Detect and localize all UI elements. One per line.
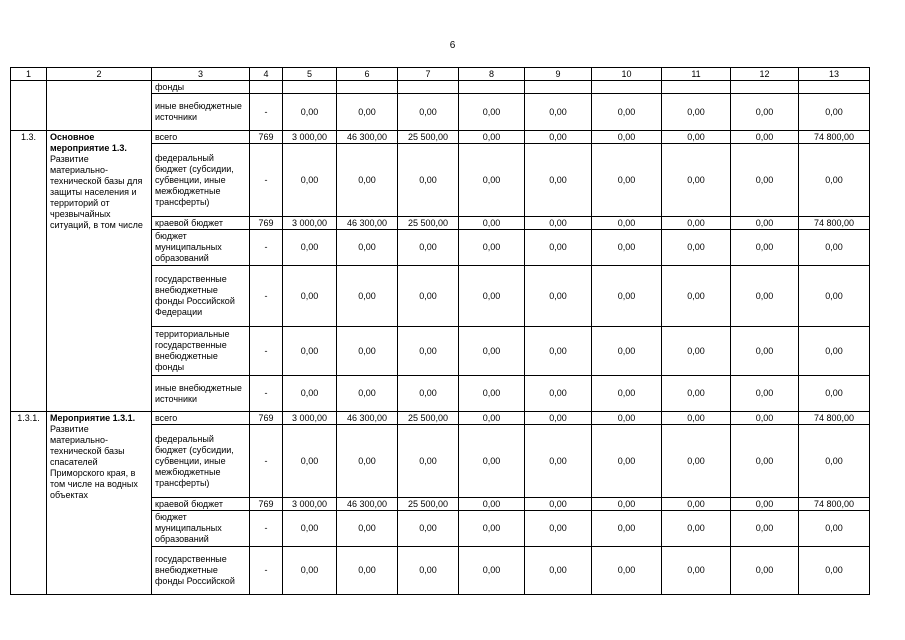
value-cell: 0,00 bbox=[592, 217, 662, 230]
measure-label: Основное мероприятие 1.3. bbox=[50, 132, 127, 153]
funding-source-cell: краевой бюджет bbox=[152, 217, 250, 230]
value-cell: 0,00 bbox=[525, 511, 592, 547]
value-cell: 3 000,00 bbox=[283, 217, 337, 230]
value-cell: 0,00 bbox=[662, 425, 731, 498]
column-header: 3 bbox=[152, 68, 250, 81]
value-cell: 0,00 bbox=[592, 498, 662, 511]
value-cell: 0,00 bbox=[459, 511, 525, 547]
value-cell: 0,00 bbox=[525, 144, 592, 217]
funding-source-cell: всего bbox=[152, 131, 250, 144]
measure-name-cell bbox=[47, 412, 152, 595]
value-cell: 0,00 bbox=[459, 376, 525, 412]
value-cell: 0,00 bbox=[799, 266, 870, 327]
value-cell: 0,00 bbox=[525, 94, 592, 131]
value-cell: 0,00 bbox=[337, 144, 398, 217]
value-cell: 0,00 bbox=[283, 511, 337, 547]
value-cell: - bbox=[250, 327, 283, 376]
empty-name-cell bbox=[47, 81, 152, 131]
value-cell: 0,00 bbox=[525, 547, 592, 595]
value-cell: - bbox=[250, 230, 283, 266]
value-cell: 0,00 bbox=[525, 230, 592, 266]
value-cell: 46 300,00 bbox=[337, 217, 398, 230]
column-header: 8 bbox=[459, 68, 525, 81]
value-cell: 25 500,00 bbox=[398, 131, 459, 144]
value-cell: 0,00 bbox=[592, 327, 662, 376]
value-cell: 0,00 bbox=[283, 230, 337, 266]
value-cell: 0,00 bbox=[398, 425, 459, 498]
value-cell: 0,00 bbox=[592, 266, 662, 327]
value-cell: 0,00 bbox=[662, 511, 731, 547]
value-cell: 769 bbox=[250, 412, 283, 425]
value-cell: 0,00 bbox=[731, 230, 799, 266]
value-cell bbox=[525, 81, 592, 94]
value-cell: - bbox=[250, 425, 283, 498]
funding-source-cell: всего bbox=[152, 412, 250, 425]
funding-source-cell: государственные внебюджетные фонды Российской Федерации bbox=[152, 266, 250, 327]
column-header: 7 bbox=[398, 68, 459, 81]
value-cell: 0,00 bbox=[283, 144, 337, 217]
value-cell: 0,00 bbox=[459, 131, 525, 144]
funding-source-cell: федеральный бюджет (субсидии, субвенции, иные межбюджетные трансферты) bbox=[152, 144, 250, 217]
funding-source-cell: государственные внебюджетные фонды Российской bbox=[152, 547, 250, 595]
value-cell: 0,00 bbox=[525, 266, 592, 327]
value-cell: 0,00 bbox=[662, 327, 731, 376]
value-cell: 0,00 bbox=[731, 266, 799, 327]
value-cell: 0,00 bbox=[592, 376, 662, 412]
value-cell: 0,00 bbox=[662, 412, 731, 425]
value-cell: 0,00 bbox=[283, 425, 337, 498]
column-header: 12 bbox=[731, 68, 799, 81]
value-cell: 46 300,00 bbox=[337, 131, 398, 144]
column-header: 13 bbox=[799, 68, 870, 81]
value-cell: - bbox=[250, 376, 283, 412]
value-cell: 0,00 bbox=[337, 511, 398, 547]
value-cell: 0,00 bbox=[662, 498, 731, 511]
value-cell: 0,00 bbox=[592, 131, 662, 144]
value-cell: 0,00 bbox=[283, 376, 337, 412]
value-cell: 0,00 bbox=[525, 327, 592, 376]
value-cell: 0,00 bbox=[799, 94, 870, 131]
value-cell bbox=[283, 81, 337, 94]
value-cell: 0,00 bbox=[459, 498, 525, 511]
value-cell: 0,00 bbox=[731, 217, 799, 230]
value-cell: 0,00 bbox=[731, 511, 799, 547]
value-cell: 0,00 bbox=[799, 327, 870, 376]
value-cell: 0,00 bbox=[592, 425, 662, 498]
funding-source-cell: иные внебюджетные источники bbox=[152, 94, 250, 131]
value-cell: 0,00 bbox=[592, 547, 662, 595]
value-cell: 25 500,00 bbox=[398, 498, 459, 511]
measure-label: Мероприятие 1.3.1. bbox=[50, 413, 136, 423]
table-body bbox=[11, 68, 870, 595]
measure-description: Развитие материально-технической базы спасателей Приморского края, в том числе на водных объектах bbox=[50, 424, 138, 500]
value-cell: 0,00 bbox=[337, 94, 398, 131]
value-cell: 0,00 bbox=[398, 266, 459, 327]
value-cell: 0,00 bbox=[398, 144, 459, 217]
value-cell: 0,00 bbox=[337, 327, 398, 376]
value-cell: 0,00 bbox=[592, 230, 662, 266]
value-cell: 769 bbox=[250, 217, 283, 230]
measure-number-cell: 1.3.1. bbox=[11, 412, 47, 595]
column-header: 10 bbox=[592, 68, 662, 81]
funding-source-cell: федеральный бюджет (субсидии, субвенции, иные межбюджетные трансферты) bbox=[152, 425, 250, 498]
funding-source-cell: иные внебюджетные источники bbox=[152, 376, 250, 412]
value-cell bbox=[592, 81, 662, 94]
value-cell: 0,00 bbox=[799, 144, 870, 217]
value-cell: 25 500,00 bbox=[398, 412, 459, 425]
value-cell: 0,00 bbox=[731, 412, 799, 425]
budget-table bbox=[10, 67, 870, 595]
value-cell: 0,00 bbox=[525, 217, 592, 230]
value-cell bbox=[459, 81, 525, 94]
value-cell: 0,00 bbox=[337, 376, 398, 412]
value-cell: 0,00 bbox=[283, 94, 337, 131]
measure-number-cell: 1.3. bbox=[11, 131, 47, 412]
empty-number-cell bbox=[11, 81, 47, 131]
value-cell: 0,00 bbox=[398, 547, 459, 595]
value-cell: - bbox=[250, 94, 283, 131]
value-cell: 0,00 bbox=[592, 511, 662, 547]
value-cell: 74 800,00 bbox=[799, 412, 870, 425]
value-cell: - bbox=[250, 144, 283, 217]
value-cell: 0,00 bbox=[459, 266, 525, 327]
value-cell: 0,00 bbox=[592, 144, 662, 217]
value-cell: 25 500,00 bbox=[398, 217, 459, 230]
value-cell: 0,00 bbox=[459, 547, 525, 595]
value-cell: 3 000,00 bbox=[283, 498, 337, 511]
column-header: 9 bbox=[525, 68, 592, 81]
value-cell bbox=[662, 81, 731, 94]
value-cell: 0,00 bbox=[662, 94, 731, 131]
value-cell: 0,00 bbox=[662, 230, 731, 266]
value-cell: 0,00 bbox=[525, 498, 592, 511]
value-cell: 0,00 bbox=[337, 230, 398, 266]
header-row bbox=[11, 68, 870, 81]
value-cell bbox=[799, 81, 870, 94]
funding-source-cell: бюджет муниципальных образований bbox=[152, 230, 250, 266]
value-cell: 0,00 bbox=[398, 230, 459, 266]
value-cell: 0,00 bbox=[525, 412, 592, 425]
value-cell: 0,00 bbox=[731, 547, 799, 595]
value-cell bbox=[337, 81, 398, 94]
value-cell: 0,00 bbox=[398, 511, 459, 547]
value-cell: 74 800,00 bbox=[799, 217, 870, 230]
value-cell: 0,00 bbox=[283, 266, 337, 327]
table-row bbox=[11, 131, 870, 144]
value-cell: 3 000,00 bbox=[283, 412, 337, 425]
value-cell: 0,00 bbox=[459, 94, 525, 131]
column-header: 11 bbox=[662, 68, 731, 81]
measure-name-cell bbox=[47, 131, 152, 412]
value-cell: 0,00 bbox=[731, 144, 799, 217]
funding-source-cell: фонды bbox=[152, 81, 250, 94]
value-cell: 46 300,00 bbox=[337, 412, 398, 425]
value-cell: 0,00 bbox=[799, 511, 870, 547]
column-header: 1 bbox=[11, 68, 47, 81]
value-cell: - bbox=[250, 547, 283, 595]
value-cell: 0,00 bbox=[731, 94, 799, 131]
column-header: 6 bbox=[337, 68, 398, 81]
value-cell: 0,00 bbox=[459, 425, 525, 498]
page-number: 6 bbox=[449, 40, 456, 51]
value-cell: 0,00 bbox=[283, 547, 337, 595]
funding-source-cell: бюджет муниципальных образований bbox=[152, 511, 250, 547]
column-header: 2 bbox=[47, 68, 152, 81]
value-cell: 769 bbox=[250, 498, 283, 511]
value-cell: 0,00 bbox=[592, 412, 662, 425]
value-cell: 0,00 bbox=[525, 425, 592, 498]
value-cell: 0,00 bbox=[662, 144, 731, 217]
value-cell: 0,00 bbox=[337, 425, 398, 498]
value-cell: 0,00 bbox=[799, 376, 870, 412]
value-cell: 0,00 bbox=[731, 131, 799, 144]
value-cell: 0,00 bbox=[459, 144, 525, 217]
value-cell: 0,00 bbox=[398, 376, 459, 412]
value-cell: 0,00 bbox=[731, 498, 799, 511]
value-cell: 0,00 bbox=[799, 425, 870, 498]
funding-source-cell: территориальные государственные внебюджетные фонды bbox=[152, 327, 250, 376]
value-cell: 0,00 bbox=[398, 327, 459, 376]
value-cell: 3 000,00 bbox=[283, 131, 337, 144]
value-cell: 0,00 bbox=[799, 230, 870, 266]
value-cell: 0,00 bbox=[731, 327, 799, 376]
value-cell: 0,00 bbox=[731, 425, 799, 498]
value-cell: 0,00 bbox=[731, 376, 799, 412]
value-cell: 74 800,00 bbox=[799, 498, 870, 511]
value-cell: 0,00 bbox=[662, 547, 731, 595]
column-header: 4 bbox=[250, 68, 283, 81]
value-cell: 74 800,00 bbox=[799, 131, 870, 144]
value-cell: 769 bbox=[250, 131, 283, 144]
value-cell: 46 300,00 bbox=[337, 498, 398, 511]
value-cell: 0,00 bbox=[525, 131, 592, 144]
value-cell: 0,00 bbox=[398, 94, 459, 131]
value-cell: 0,00 bbox=[662, 266, 731, 327]
value-cell: - bbox=[250, 511, 283, 547]
value-cell: 0,00 bbox=[459, 327, 525, 376]
value-cell: 0,00 bbox=[662, 376, 731, 412]
value-cell: 0,00 bbox=[592, 94, 662, 131]
value-cell: 0,00 bbox=[459, 412, 525, 425]
value-cell: 0,00 bbox=[283, 327, 337, 376]
measure-description: Развитие материально-технической базы для защиты населения и территорий от чрезвычайных ситуаций, в том числе bbox=[50, 154, 143, 230]
table-row bbox=[11, 81, 870, 94]
value-cell bbox=[398, 81, 459, 94]
value-cell: 0,00 bbox=[459, 230, 525, 266]
value-cell: 0,00 bbox=[337, 266, 398, 327]
value-cell: 0,00 bbox=[459, 217, 525, 230]
value-cell: 0,00 bbox=[337, 547, 398, 595]
column-header: 5 bbox=[283, 68, 337, 81]
value-cell: - bbox=[250, 266, 283, 327]
value-cell: 0,00 bbox=[525, 376, 592, 412]
value-cell: 0,00 bbox=[799, 547, 870, 595]
value-cell bbox=[250, 81, 283, 94]
value-cell bbox=[731, 81, 799, 94]
value-cell: 0,00 bbox=[662, 131, 731, 144]
funding-source-cell: краевой бюджет bbox=[152, 498, 250, 511]
value-cell: 0,00 bbox=[662, 217, 731, 230]
table-row bbox=[11, 412, 870, 425]
